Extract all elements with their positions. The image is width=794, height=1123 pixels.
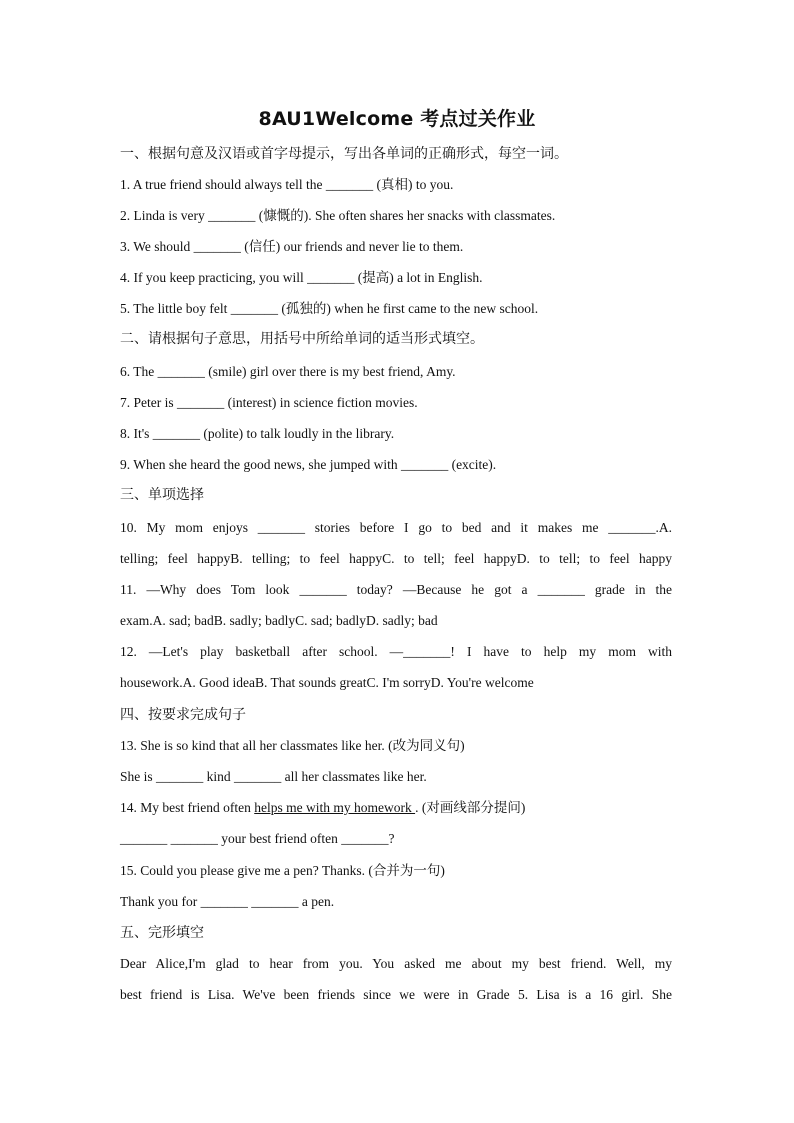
question-14 xyxy=(120,799,672,817)
cloze-passage-line-2: best friend is Lisa. We've been friends since we were in Grade 5. Lisa is a 16 girl. She xyxy=(120,987,672,1002)
question-6: 6. The _______ (smile) girl over there is my best friend, Amy. xyxy=(120,364,456,379)
section-2-heading: 二、请根据句子意思，用括号中所给单词的适当形式填空。 xyxy=(120,331,484,347)
section-5-heading: 五、完形填空 xyxy=(120,925,204,941)
question-11-line-2: exam.A. sad; badB. sadly; badlyC. sad; badlyD. sadly; bad xyxy=(120,613,438,628)
question-14-prefix: 14. My best friend often xyxy=(120,800,255,815)
section-1-heading: 一、根据句意及汉语或首字母提示，写出各单词的正确形式，每空一词。 xyxy=(120,146,568,162)
question-14-answer-line: _______ _______ your best friend often _______? xyxy=(120,831,395,846)
page-title: 8AU1Welcome 考点过关作业 xyxy=(258,108,536,130)
question-2: 2. Linda is very _______ (慷慨的). She often shares her snacks with classmates. xyxy=(120,208,556,223)
question-1: 1. A true friend should always tell the _______ (真相) to you. xyxy=(120,177,454,192)
question-15: 15. Could you please give me a pen? Thanks. (合并为一句) xyxy=(120,863,445,878)
question-3: 3. We should _______ (信任) our friends and never lie to them. xyxy=(120,239,464,254)
question-7: 7. Peter is _______ (interest) in science fiction movies. xyxy=(120,395,418,410)
question-10-line-2: telling; feel happyB. telling; to feel happyC. to tell; feel happyD. to tell; to feel happy xyxy=(120,551,672,566)
question-9: 9. When she heard the good news, she jumped with _______ (excite). xyxy=(120,457,497,472)
question-8: 8. It's _______ (polite) to talk loudly in the library. xyxy=(120,426,395,441)
question-12-line-1: 12. —Let's play basketball after school. —_______! I have to help my mom with xyxy=(120,644,672,659)
question-15-answer-line: Thank you for _______ _______ a pen. xyxy=(120,894,335,909)
question-13-answer-line: She is _______ kind _______ all her classmates like her. xyxy=(120,769,427,784)
question-14-suffix: . (对画线部分提问) xyxy=(415,800,526,815)
question-10-line-1: 10. My mom enjoys _______ stories before I go to bed and it makes me _______.A. xyxy=(120,520,672,535)
question-12-line-2: housework.A. Good ideaB. That sounds greatC. I'm sorryD. You're welcome xyxy=(120,675,534,690)
cloze-passage-line-1: Dear Alice,I'm glad to hear from you. You asked me about my best friend. Well, my xyxy=(120,956,672,971)
question-14-underlined: helps me with my homework xyxy=(254,800,416,815)
section-3-heading: 三、单项选择 xyxy=(120,487,204,503)
section-4-heading: 四、按要求完成句子 xyxy=(120,707,246,723)
question-13: 13. She is so kind that all her classmates like her. (改为同义句) xyxy=(120,738,465,753)
question-11-line-1: 11. —Why does Tom look _______ today? —Because he got a _______ grade in the xyxy=(120,582,672,597)
question-4: 4. If you keep practicing, you will _______ (提高) a lot in English. xyxy=(120,270,483,285)
question-5: 5. The little boy felt _______ (孤独的) when he first came to the new school. xyxy=(120,301,539,316)
